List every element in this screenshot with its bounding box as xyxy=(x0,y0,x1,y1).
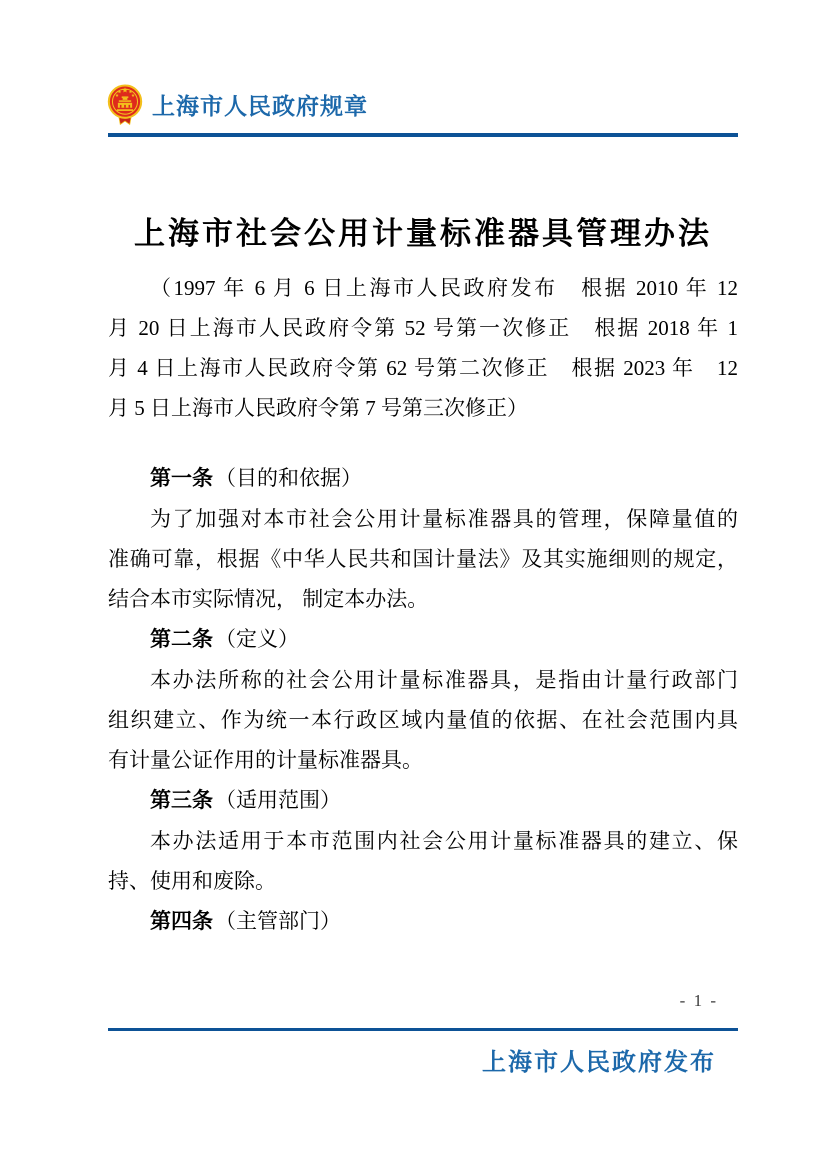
article-number: 第三条 xyxy=(150,789,213,812)
body-line: 为了加强对本市社会公用计量标准器具的管理，保障量值的 xyxy=(150,507,738,531)
article-2-body xyxy=(108,660,738,780)
page-number: - 1 - xyxy=(679,991,718,1010)
article-number: 第四条 xyxy=(150,910,213,933)
article-subject: （目的和依据） xyxy=(215,466,362,490)
article-1-body xyxy=(108,499,738,619)
header-agency-label: 上海市人民政府规章 xyxy=(152,94,368,119)
article-4-heading xyxy=(108,901,738,942)
document-title: 上海市社会公用计量标准器具管理办法 xyxy=(134,216,712,251)
body-line: 有计量公证作用的计量标准器具。 xyxy=(108,748,423,772)
article-number: 第一条 xyxy=(150,467,213,490)
document-header xyxy=(106,83,368,126)
body-line: 持、使用和废除。 xyxy=(108,869,276,893)
section-spacer xyxy=(108,428,738,458)
article-2-heading xyxy=(108,619,738,660)
publisher-label: 上海市人民政府发布 xyxy=(482,1050,716,1076)
article-1-heading xyxy=(108,458,738,499)
promulgation-line: 月 4 日上海市人民政府令第 62 号第二次修正 根据 2023 年 12 xyxy=(108,356,738,380)
body-line: 本办法适用于本市范围内社会公用计量标准器具的建立、保 xyxy=(150,829,738,853)
article-3-heading xyxy=(108,780,738,821)
body-line: 准确可靠，根据《中华人民共和国计量法》及其实施细则的规定， xyxy=(108,547,738,571)
article-subject: （主管部门） xyxy=(215,909,341,933)
document-content xyxy=(108,210,738,942)
national-emblem-icon xyxy=(106,83,144,126)
promulgation-line: 月 20 日上海市人民政府令第 52 号第一次修正 根据 2018 年 1 xyxy=(108,316,738,340)
promulgation-line: （1997 年 6 月 6 日上海市人民政府发布 根据 2010 年 12 xyxy=(150,276,738,300)
article-number: 第二条 xyxy=(150,628,213,651)
article-3-body xyxy=(108,821,738,901)
header-divider xyxy=(108,133,738,137)
article-subject: （适用范围） xyxy=(215,788,341,812)
promulgation-line: 月 5 日上海市人民政府令第 7 号第三次修正） xyxy=(108,396,528,420)
footer-divider xyxy=(108,1028,738,1031)
body-line: 本办法所称的社会公用计量标准器具，是指由计量行政部门 xyxy=(150,668,738,692)
body-line: 结合本市实际情况， 制定本办法。 xyxy=(108,587,429,611)
article-subject: （定义） xyxy=(215,627,299,651)
promulgation-note xyxy=(108,268,738,428)
body-line: 组织建立、作为统一本行政区域内量值的依据、在社会范围内具 xyxy=(108,708,738,732)
